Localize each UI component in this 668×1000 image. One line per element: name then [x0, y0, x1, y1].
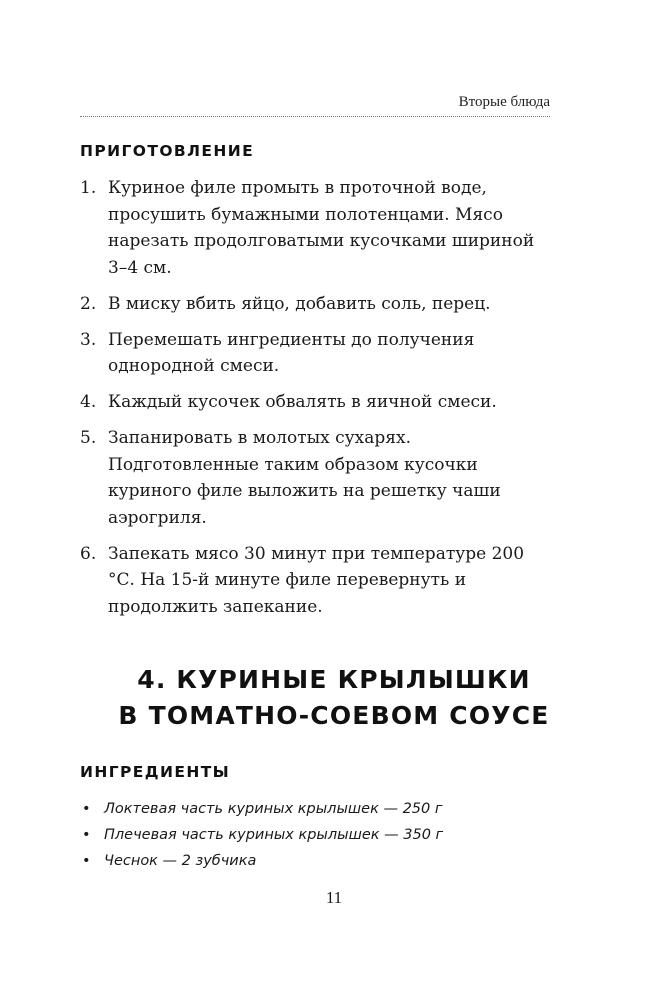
- step-text: Куриное филе промыть в проточной воде, просушить бумажными полотенцами. Мясо нарезать продолговатыми кусочками шириной 3–4 см.: [108, 178, 535, 278]
- bullet-icon: •: [82, 827, 91, 843]
- page-number: 11: [325, 888, 343, 907]
- preparation-heading: ПРИГОТОВЛЕНИЕ: [80, 142, 255, 160]
- step-item: [80, 175, 550, 281]
- ingredients-heading: ИНГРЕДИЕНТЫ: [80, 763, 231, 781]
- recipe-title-line-2: В ТОМАТНО-СОЕВОМ СОУСЕ: [118, 701, 550, 730]
- bullet-icon: •: [82, 801, 91, 817]
- step-text: Каждый кусочек обвалять в яичной смеси.: [108, 392, 497, 412]
- step-text: Запекать мясо 30 минут при температуре 200 °С. На 15-й минуте филе перевернуть и продолжить запекание.: [108, 543, 525, 617]
- step-number: 2.: [80, 293, 97, 314]
- step-text: Запанировать в молотых сухарях. Подготовленные таким образом кусочки куриного филе выложить на решетку чаши аэрогриля.: [108, 428, 501, 528]
- step-number: 4.: [80, 392, 97, 412]
- step-number: 6.: [80, 543, 97, 564]
- step-text: Перемешать ингредиенты до получения однородной смеси.: [108, 329, 475, 376]
- step-text: В миску вбить яйцо, добавить соль, перец.: [108, 293, 491, 314]
- ingredient-text: Локтевая часть куриных крылышек — 250 г: [104, 801, 443, 817]
- header-divider: [80, 116, 550, 117]
- ingredient-item: [80, 848, 550, 874]
- step-item: [80, 327, 550, 380]
- ingredients-list: [80, 796, 550, 874]
- step-number: 1.: [80, 178, 97, 198]
- step-item: [80, 389, 550, 416]
- step-item: [80, 541, 550, 621]
- ingredient-item: [80, 796, 550, 822]
- recipe-title: [0, 662, 668, 734]
- step-number: 5.: [80, 428, 97, 448]
- ingredient-item: [80, 822, 550, 848]
- recipe-title-line-1: 4. КУРИНЫЕ КРЫЛЫШКИ: [137, 665, 531, 694]
- step-item: [80, 425, 550, 531]
- running-head: Вторые блюда: [458, 94, 550, 110]
- step-item: [80, 291, 550, 318]
- step-number: 3.: [80, 329, 97, 350]
- ingredient-text: Чеснок — 2 зубчика: [104, 853, 257, 869]
- ingredient-text: Плечевая часть куриных крылышек — 350 г: [104, 827, 444, 843]
- preparation-steps: [80, 175, 550, 630]
- bullet-icon: •: [82, 853, 91, 869]
